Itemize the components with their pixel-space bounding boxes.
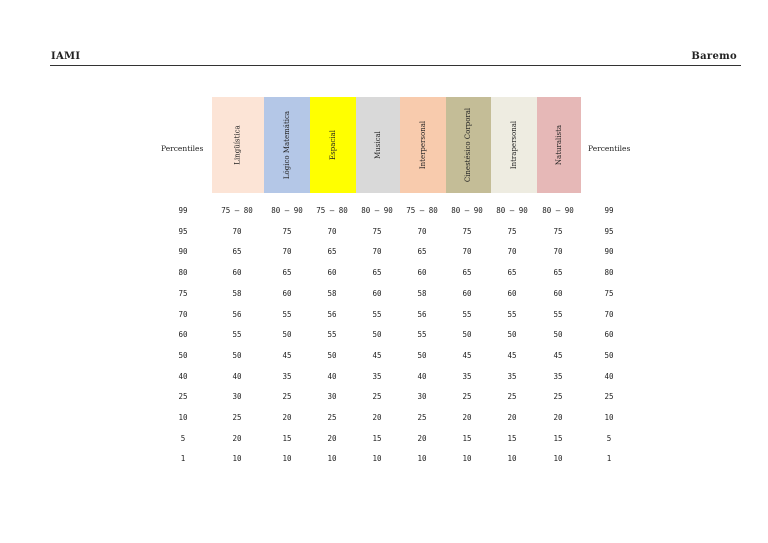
score-cell: 58 (417, 288, 427, 298)
score-cell: 60 (417, 268, 427, 278)
score-cell: 55 (462, 309, 472, 319)
percentile-cell-right: 75 (604, 288, 614, 298)
percentile-cell-right: 95 (604, 226, 614, 236)
score-cell: 45 (372, 350, 382, 360)
score-cell: 25 (417, 413, 427, 422)
document-header-title: IAMI (51, 51, 81, 62)
table-row (0, 330, 768, 342)
table-row (0, 289, 768, 301)
score-cell: 80 – 90 (361, 206, 393, 215)
percentile-cell-right: 25 (604, 392, 614, 402)
column-header (212, 97, 264, 193)
score-cell: 56 (417, 309, 427, 319)
score-cell: 60 (327, 268, 337, 278)
score-cell: 55 (553, 309, 563, 319)
score-cell: 45 (507, 350, 517, 360)
table-row (0, 310, 768, 322)
score-cell: 40 (417, 371, 427, 381)
percentile-cell: 80 (178, 268, 188, 278)
table-row (0, 247, 768, 259)
score-cell: 10 (553, 454, 563, 464)
score-cell: 65 (417, 247, 427, 257)
percentile-cell-right: 1 (606, 454, 612, 464)
score-cell: 40 (327, 371, 337, 381)
score-cell: 45 (282, 350, 292, 360)
percentile-cell: 75 (178, 288, 188, 298)
score-cell: 20 (282, 413, 292, 422)
score-cell: 55 (327, 330, 337, 340)
score-cell: 60 (507, 288, 517, 298)
score-cell: 10 (507, 454, 517, 464)
score-cell: 45 (553, 350, 563, 360)
score-cell: 75 (507, 226, 517, 236)
score-cell: 70 (417, 226, 427, 236)
score-cell: 55 (282, 309, 292, 319)
score-cell: 25 (372, 392, 382, 402)
score-cell: 58 (232, 288, 242, 298)
score-cell: 15 (507, 433, 517, 443)
score-cell: 60 (553, 288, 563, 298)
column-header (491, 97, 537, 193)
column-header-label: Musical (374, 131, 382, 159)
score-cell: 55 (372, 309, 382, 319)
score-cell: 15 (282, 433, 292, 443)
percentile-cell-right: 70 (604, 309, 614, 319)
table-row (0, 227, 768, 239)
score-cell: 65 (507, 268, 517, 278)
percentiles-label-right: Percentiles (588, 144, 631, 153)
score-cell: 75 (553, 226, 563, 236)
score-cell: 70 (553, 247, 563, 257)
score-cell: 35 (553, 371, 563, 381)
score-cell: 60 (372, 288, 382, 298)
percentile-cell-right: 40 (604, 371, 614, 381)
percentile-cell: 90 (178, 247, 188, 257)
score-cell: 55 (232, 330, 242, 340)
percentile-cell-right: 50 (604, 350, 614, 360)
percentile-cell: 70 (178, 309, 188, 319)
score-cell: 15 (462, 433, 472, 443)
table-row (0, 351, 768, 363)
score-cell: 50 (282, 330, 292, 340)
score-cell: 10 (282, 454, 292, 464)
score-cell: 25 (282, 392, 292, 402)
header-rule (50, 65, 741, 66)
table-row (0, 206, 768, 218)
score-cell: 20 (372, 413, 382, 422)
score-cell: 35 (372, 371, 382, 381)
score-cell: 35 (462, 371, 472, 381)
score-cell: 35 (507, 371, 517, 381)
percentiles-label-left: Percentiles (161, 144, 204, 153)
score-cell: 65 (372, 268, 382, 278)
column-header-label: Interpersonal (419, 120, 427, 170)
score-cell: 80 – 90 (271, 206, 303, 215)
score-cell: 75 (372, 226, 382, 236)
score-cell: 20 (232, 433, 242, 443)
score-cell: 30 (327, 392, 337, 402)
score-cell: 20 (327, 433, 337, 443)
score-cell: 10 (417, 454, 427, 464)
score-cell: 70 (372, 247, 382, 257)
percentile-cell: 50 (178, 350, 188, 360)
score-cell: 80 – 90 (496, 206, 528, 215)
score-cell: 20 (553, 413, 563, 422)
column-header-label: Cinestésico Corporal (464, 107, 473, 183)
score-cell: 25 (462, 392, 472, 402)
score-cell: 70 (462, 247, 472, 257)
table-row (0, 454, 768, 466)
score-cell: 30 (417, 392, 427, 402)
column-header (310, 97, 356, 193)
column-header (446, 97, 491, 193)
score-cell: 65 (462, 268, 472, 278)
score-cell: 20 (417, 433, 427, 443)
score-cell: 80 – 90 (451, 206, 483, 215)
score-cell: 25 (327, 413, 337, 422)
table-row (0, 434, 768, 446)
percentile-cell-right: 80 (604, 268, 614, 278)
score-cell: 50 (462, 330, 472, 340)
column-header (400, 97, 446, 193)
score-cell: 60 (462, 288, 472, 298)
score-cell: 70 (282, 247, 292, 257)
percentile-cell: 60 (178, 330, 188, 340)
percentile-cell-right: 90 (604, 247, 614, 257)
score-cell: 75 – 80 (316, 206, 348, 215)
column-header-label: Naturalista (554, 124, 563, 166)
percentile-cell: 1 (180, 454, 186, 464)
percentile-cell: 99 (178, 206, 188, 215)
score-cell: 15 (372, 433, 382, 443)
percentile-cell-right: 99 (604, 206, 614, 215)
score-cell: 75 (282, 226, 292, 236)
column-header-label: Espacial (329, 130, 337, 160)
score-cell: 65 (232, 247, 242, 257)
score-cell: 60 (282, 288, 292, 298)
score-cell: 10 (327, 454, 337, 464)
score-cell: 65 (553, 268, 563, 278)
score-cell: 20 (507, 413, 517, 422)
percentile-cell: 10 (178, 413, 188, 422)
score-cell: 30 (232, 392, 242, 402)
score-cell: 10 (232, 454, 242, 464)
score-cell: 65 (327, 247, 337, 257)
percentile-cell-right: 5 (606, 433, 612, 443)
percentile-cell-right: 10 (604, 413, 614, 422)
score-cell: 10 (462, 454, 472, 464)
score-cell: 50 (507, 330, 517, 340)
score-cell: 25 (232, 413, 242, 422)
score-cell: 10 (372, 454, 382, 464)
score-cell: 70 (507, 247, 517, 257)
score-cell: 55 (417, 330, 427, 340)
column-header-label: Lingüística (234, 125, 242, 165)
score-cell: 45 (462, 350, 472, 360)
percentile-cell: 40 (178, 371, 188, 381)
column-header-label: Lógico Matemática (283, 110, 292, 180)
score-cell: 25 (507, 392, 517, 402)
percentile-cell: 5 (180, 433, 186, 443)
percentile-cell-right: 60 (604, 330, 614, 340)
score-cell: 15 (553, 433, 563, 443)
table-row (0, 372, 768, 384)
score-cell: 58 (327, 288, 337, 298)
score-cell: 70 (232, 226, 242, 236)
score-cell: 56 (232, 309, 242, 319)
score-cell: 50 (327, 350, 337, 360)
score-cell: 50 (417, 350, 427, 360)
intelligence-column-headers (212, 97, 581, 193)
column-header-label: Intrapersonal (510, 120, 518, 170)
score-cell: 60 (232, 268, 242, 278)
column-header (264, 97, 310, 193)
score-cell: 50 (232, 350, 242, 360)
score-cell: 75 – 80 (406, 206, 438, 215)
column-header (537, 97, 581, 193)
percentile-cell: 25 (178, 392, 188, 402)
table-row (0, 268, 768, 280)
score-cell: 56 (327, 309, 337, 319)
score-cell: 75 (462, 226, 472, 236)
score-cell: 75 – 80 (221, 206, 253, 215)
document-header-section: Baremo (691, 51, 737, 62)
percentile-cell: 95 (178, 226, 188, 236)
score-cell: 65 (282, 268, 292, 278)
table-row (0, 413, 768, 425)
score-cell: 80 – 90 (542, 206, 574, 215)
score-cell: 70 (327, 226, 337, 236)
score-cell: 50 (553, 330, 563, 340)
score-cell: 50 (372, 330, 382, 340)
score-cell: 35 (282, 371, 292, 381)
score-cell: 20 (462, 413, 472, 422)
score-cell: 25 (553, 392, 563, 402)
column-header (356, 97, 400, 193)
table-row (0, 392, 768, 404)
score-cell: 55 (507, 309, 517, 319)
score-cell: 40 (232, 371, 242, 381)
